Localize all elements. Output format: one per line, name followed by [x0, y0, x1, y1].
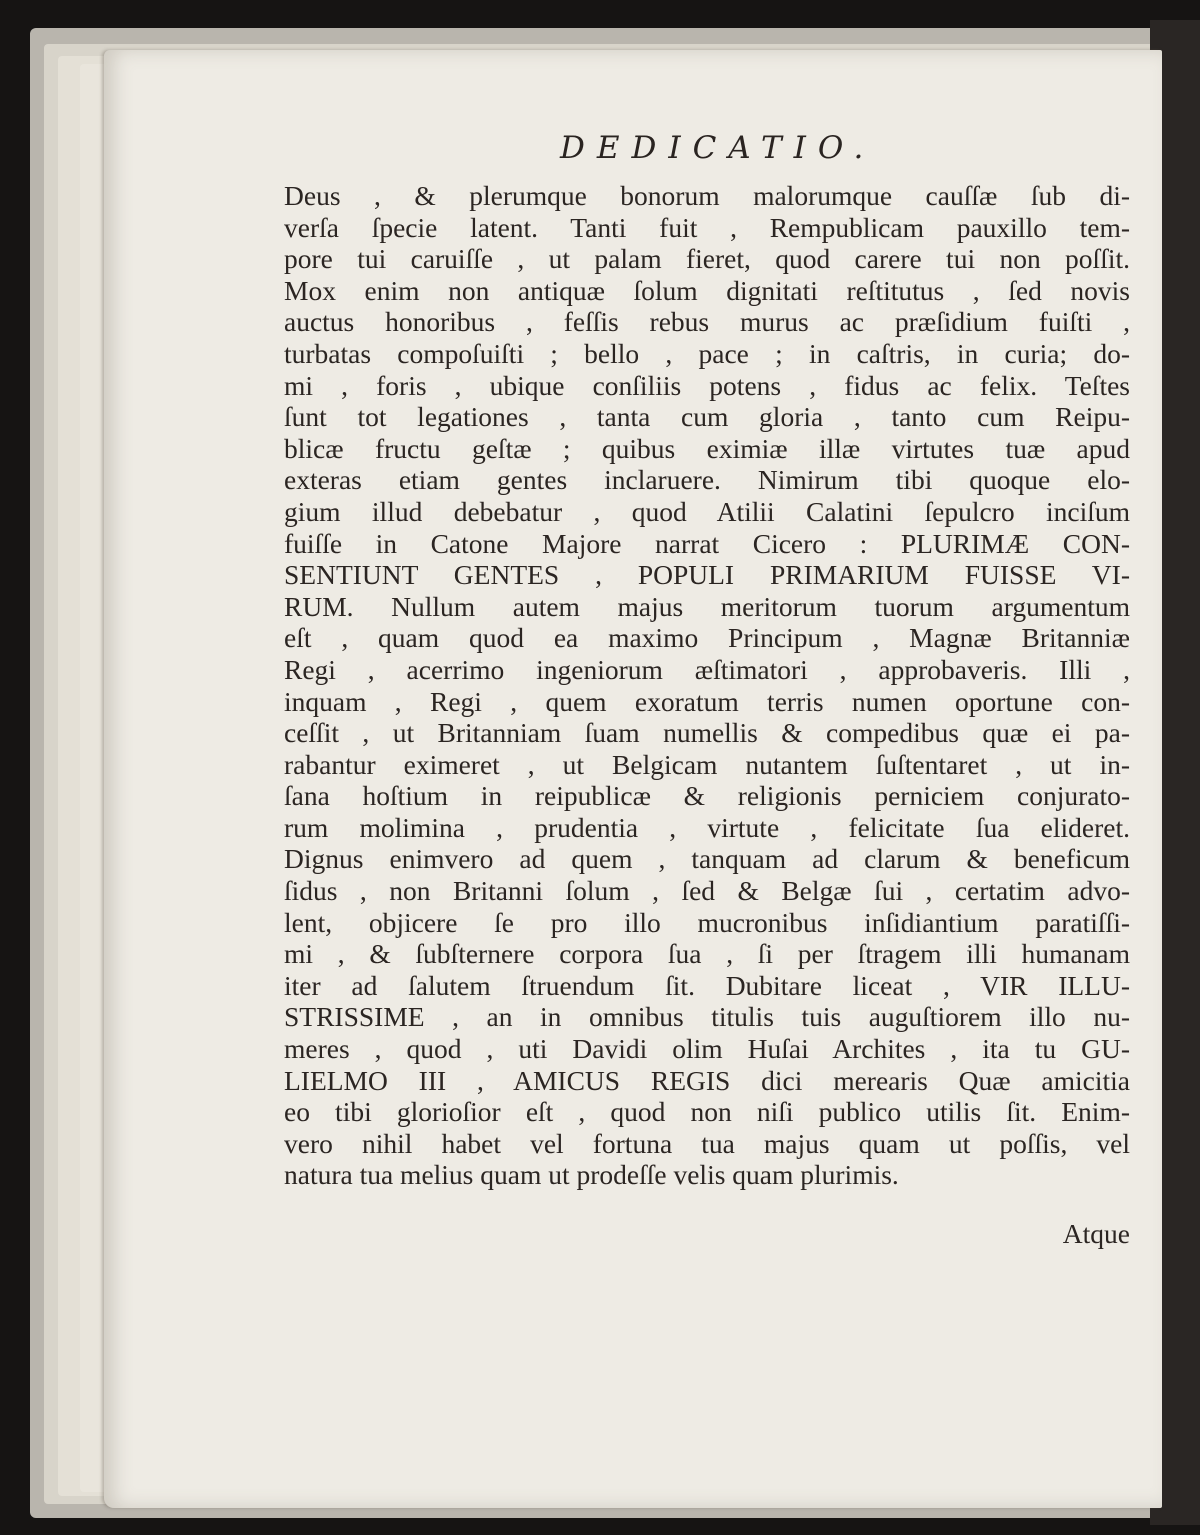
text-line: blicæ fructu geſtæ ; quibus eximiæ illæ virtutes tuæ apud [284, 432, 1130, 464]
text-line: Regi , acerrimo ingeniorum æſtimatori , approbaveris. Illi , [284, 653, 1130, 685]
text-line: auctus honoribus , feſſis rebus murus ac præſidium fuiſti , [284, 306, 1130, 338]
text-line: SENTIUNT GENTES , POPULI PRIMARIUM FUISSE VI- [284, 559, 1130, 591]
text-line: LIELMO III , AMICUS REGIS dici merearis Quæ amicitia [284, 1064, 1130, 1096]
text-line: Dignus enimvero ad quem , tanquam ad clarum & beneficum [284, 843, 1130, 875]
text-line: Deus , & plerumque bonorum malorumque cauſſæ ſub di- [284, 180, 1130, 211]
text-line: rum molimina , prudentia , virtute , felicitate ſua elideret. [284, 811, 1130, 843]
text-line: inquam , Regi , quem exoratum terris numen oportune con- [284, 685, 1130, 717]
text-line: meres , quod , uti Davidi olim Huſai Archites , ita tu GU- [284, 1033, 1130, 1065]
text-line: mi , & ſubſternere corpora ſua , ſi per ſtragem illi humanam [284, 938, 1130, 970]
text-line: iter ad ſalutem ſtruendum ſit. Dubitare liceat , VIR ILLU- [284, 969, 1130, 1001]
text-line: ſidus , non Britanni ſolum , ſed & Belgæ ſui , certatim advo- [284, 875, 1130, 907]
text-line: ſunt tot legationes , tanta cum gloria , tanto cum Reipu- [284, 401, 1130, 433]
text-line: Mox enim non antiquæ ſolum dignitati reſtitutus , ſed novis [284, 274, 1130, 306]
text-line: exteras etiam gentes inclaruere. Nimirum tibi quoque elo- [284, 464, 1130, 496]
text-line: gium illud debebatur , quod Atilii Calatini ſepulcro inciſum [284, 495, 1130, 527]
text-line: ſana hoſtium in reipublicæ & religionis perniciem conjurato- [284, 780, 1130, 812]
page-text [284, 180, 1130, 1191]
text-line: vero nihil habet vel fortuna tua majus quam ut poſſis, vel [284, 1127, 1130, 1159]
text-line: verſa ſpecie latent. Tanti fuit , Rempublicam pauxillo tem- [284, 211, 1130, 243]
text-line: ceſſit , ut Britanniam ſuam numellis & compedibus quæ ei pa- [284, 717, 1130, 749]
text-line: pore tui caruiſſe , ut palam fieret, quod carere tui non poſſit. [284, 243, 1130, 275]
text-line: mi , foris , ubique conſiliis potens , fidus ac felix. Teſtes [284, 369, 1130, 401]
running-head: DEDICATIO. [560, 130, 876, 166]
text-line: RUM. Nullum autem majus meritorum tuorum argumentum [284, 590, 1130, 622]
catchword: Atque [1062, 1218, 1130, 1249]
text-line: fuiſſe in Catone Majore narrat Cicero : PLURIMÆ CON- [284, 527, 1130, 559]
text-line: STRISSIME , an in omnibus titulis tuis auguſtiorem illo nu- [284, 1001, 1130, 1033]
text-line: rabantur eximeret , ut Belgicam nutantem ſuſtentaret , ut in- [284, 748, 1130, 780]
text-line: turbatas compoſuiſti ; bello , pace ; in caſtris, in curia; do- [284, 337, 1130, 369]
text-line: eo tibi glorioſior eſt , quod non niſi publico utilis ſit. Enim- [284, 1096, 1130, 1128]
text-line: natura tua melius quam ut prodeſſe velis quam plurimis. [284, 1159, 899, 1191]
text-line: eſt , quam quod ea maximo Principum , Magnæ Britanniæ [284, 622, 1130, 654]
text-line: lent, objicere ſe pro illo mucronibus inſidiantium paratiſſi- [284, 906, 1130, 938]
